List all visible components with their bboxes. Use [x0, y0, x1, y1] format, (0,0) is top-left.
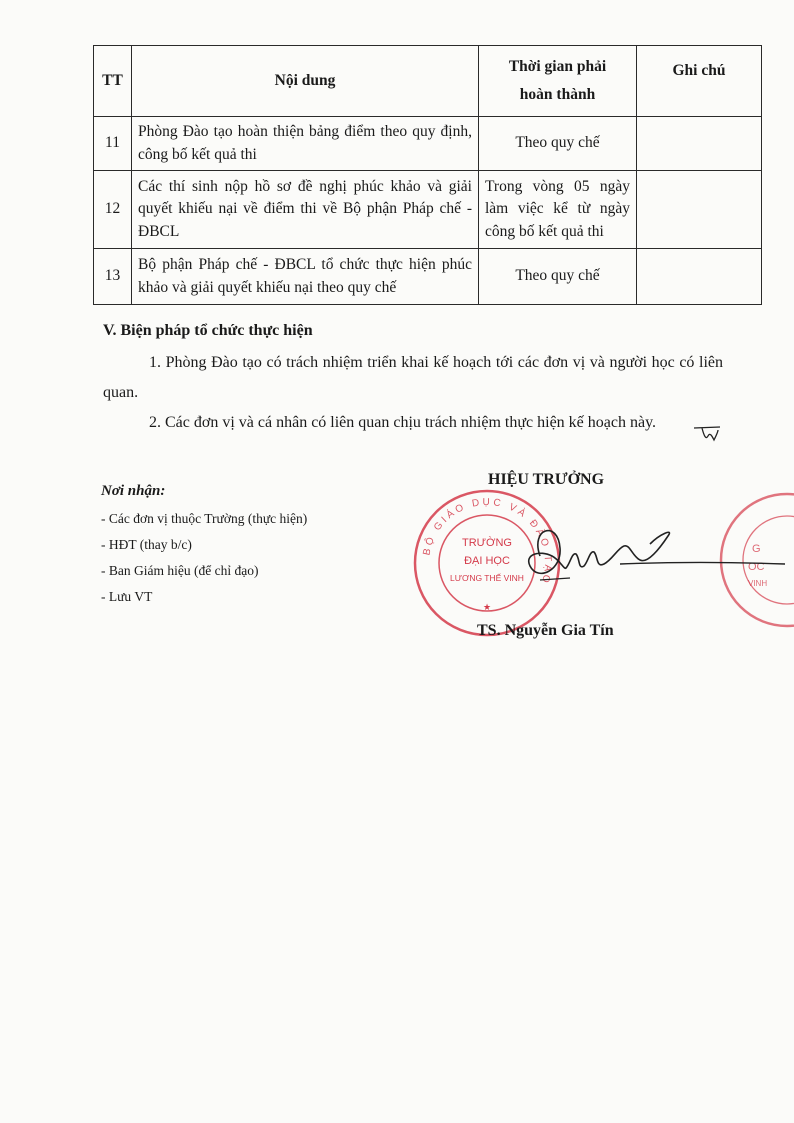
- signatory-name: TS. Nguyễn Gia Tín: [477, 622, 614, 639]
- header-deadline-line1: Thời gian phải: [508, 57, 607, 75]
- paragraph-2: 2. Các đơn vị và cá nhân có liên quan chịu trách nhiệm thực hiện kế hoạch này.: [149, 414, 657, 431]
- plan-table: [93, 45, 762, 305]
- row-deadline: Trong vòng 05 ngày làm việc kể từ ngày công bố kết quả thi: [479, 171, 637, 249]
- table-header-row: [94, 46, 762, 117]
- row-note: [637, 117, 762, 171]
- stamp-line3: LƯƠNG THẾ VINH: [450, 573, 524, 583]
- paragraph-1: 1. Phòng Đào tạo có trách nhiệm triển khai kế hoạch tới các đơn vị và người học có liên quan.: [103, 354, 723, 401]
- initial-mark: [692, 422, 732, 446]
- svg-text:OC: OC: [748, 561, 765, 573]
- header-tt: TT: [94, 46, 132, 117]
- svg-text:VINH: VINH: [748, 579, 768, 588]
- stamp-line2: ĐẠI HỌC: [464, 555, 510, 567]
- stamp-line1: TRƯỜNG: [462, 537, 512, 549]
- header-deadline: [479, 46, 637, 117]
- row-deadline: Theo quy chế: [479, 117, 637, 171]
- recipients-block: [101, 478, 307, 610]
- header-note: Ghi chú: [637, 46, 762, 117]
- row-number: 11: [94, 117, 132, 171]
- table-row: [94, 171, 762, 249]
- recipient-item: - Các đơn vị thuộc Trường (thực hiện): [101, 511, 308, 526]
- recipient-item: - HĐT (thay b/c): [101, 537, 192, 552]
- header-content: Nội dung: [132, 46, 479, 117]
- table-row: [94, 117, 762, 171]
- recipient-item: - Lưu VT: [101, 589, 153, 604]
- section-title: V. Biện pháp tổ chức thực hiện: [103, 322, 313, 339]
- row-content: Bộ phận Pháp chế - ĐBCL tổ chức thực hiện phúc khảo và giải quyết khiếu nại theo quy chế: [132, 249, 479, 305]
- row-note: [637, 249, 762, 305]
- signatory-title: HIỆU TRƯỞNG: [488, 471, 605, 488]
- table-row: [94, 249, 762, 305]
- row-content: Phòng Đào tạo hoàn thiện bảng điểm theo quy định, công bố kết quả thi: [132, 117, 479, 171]
- row-number: 13: [94, 249, 132, 305]
- row-deadline: Theo quy chế: [479, 249, 637, 305]
- row-content: Các thí sinh nộp hồ sơ đề nghị phúc khảo và giải quyết khiếu nại về điểm thi về Bộ phận Pháp chế - ĐBCL: [132, 171, 479, 249]
- header-deadline-line2: hoàn thành: [519, 86, 596, 103]
- recipients-heading: Nơi nhận:: [101, 483, 166, 499]
- stamp-ring-text: BỘ GIÁO DỤC VÀ ĐÀO TẠO: [421, 496, 554, 587]
- svg-text:G: G: [752, 543, 761, 555]
- svg-text:★: ★: [482, 602, 492, 612]
- row-number: 12: [94, 171, 132, 249]
- recipient-item: - Ban Giám hiệu (để chỉ đạo): [101, 563, 259, 578]
- row-note: [637, 171, 762, 249]
- handwritten-signature: [500, 508, 790, 598]
